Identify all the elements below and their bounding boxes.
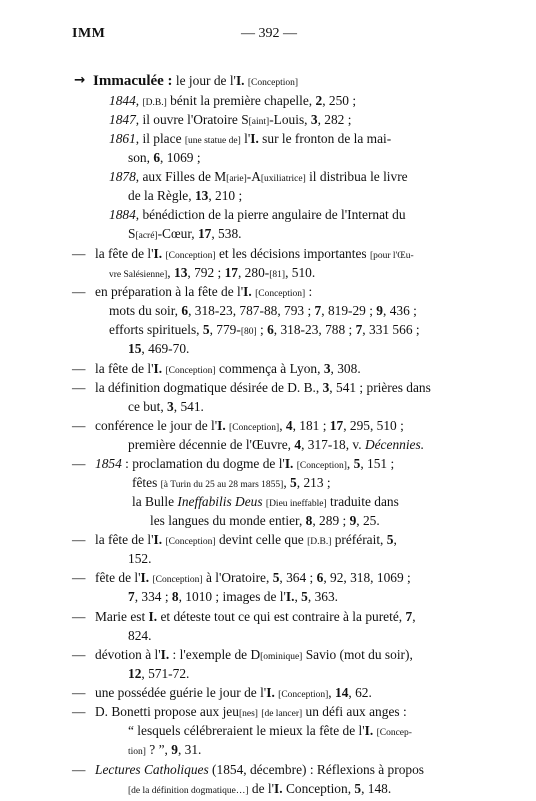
- text-run: , aux Filles de M: [135, 169, 227, 184]
- text-run: efforts spirituels,: [109, 322, 203, 337]
- volume-number: 9: [171, 742, 178, 757]
- editorial-bracket: [Concep-: [376, 728, 412, 738]
- text-run: , 151 ;: [360, 456, 395, 471]
- volume-number: 17: [224, 265, 238, 280]
- text-run: , 213 ;: [296, 475, 331, 490]
- text-run: , 295, 510 ;: [343, 418, 404, 433]
- volume-number: 5: [290, 475, 297, 490]
- text-run: ;: [256, 322, 268, 337]
- italic-run: 1878: [109, 169, 136, 184]
- volume-number: 6: [153, 150, 161, 165]
- volume-number: 3: [310, 112, 318, 127]
- arrow-right-icon: →: [74, 73, 86, 88]
- text-run: :: [305, 284, 313, 299]
- italic-run: Lectures Catholiques: [95, 762, 209, 777]
- text-run: sur le fronton de la mai-: [258, 131, 392, 146]
- text-run: , bénédiction de la pierre angulaire de l'Internat du: [135, 207, 406, 222]
- text-run: , 250 ;: [322, 93, 357, 108]
- text-run: S: [128, 226, 136, 241]
- editorial-bracket: [aint]: [248, 117, 270, 127]
- text-run: “ lesquels célébreraient le mieux la fête de l': [128, 723, 365, 738]
- text-run: la fête de l': [95, 532, 154, 547]
- volume-number: 7: [355, 322, 363, 337]
- text-run: , 541 ; prières dans: [329, 380, 431, 395]
- text-run: , 469-70.: [141, 341, 190, 356]
- editorial-bracket: [Conception]: [296, 461, 347, 471]
- index-line-text: [128, 740, 201, 762]
- volume-number: 5: [353, 456, 361, 471]
- text-run: ,: [279, 418, 286, 433]
- volume-number: I.: [217, 418, 226, 433]
- volume-number: I.: [140, 570, 150, 585]
- text-run: -Cœur,: [157, 226, 198, 241]
- text-run: en préparation à la fête de l': [95, 284, 244, 299]
- index-line-text: [95, 760, 424, 779]
- volume-number: I.: [235, 73, 245, 88]
- index-line-text: [109, 301, 417, 320]
- text-run: première décennie de l'Œuvre,: [128, 437, 295, 452]
- index-line-text: [128, 224, 242, 246]
- text-run: , il place: [135, 131, 185, 146]
- text-run: -A: [246, 169, 261, 184]
- subentry-dash: —: [72, 246, 86, 261]
- text-run: , 210 ;: [208, 188, 243, 203]
- text-run: : l'exemple de D: [169, 647, 261, 662]
- volume-number: I.: [266, 685, 275, 700]
- volume-number: I.: [250, 131, 259, 146]
- text-run: , 364 ;: [279, 570, 317, 585]
- editorial-bracket: [arie]: [226, 174, 247, 184]
- text-run: à l'Oratoire,: [202, 570, 273, 585]
- editorial-bracket: [à Turin du 25 au 28 mars 1855]: [160, 480, 284, 490]
- editorial-bracket: [Conception]: [165, 366, 216, 376]
- volume-number: 8: [171, 589, 179, 604]
- page-number: — 392 —: [241, 26, 297, 41]
- volume-number: 5: [386, 532, 394, 547]
- text-run: , 792 ;: [187, 265, 225, 280]
- text-run: D. Bonetti propose aux jeu: [95, 704, 239, 719]
- subentry-dash: —: [72, 704, 86, 719]
- index-line-text: [128, 664, 189, 683]
- text-run: la définition dogmatique désirée de D. B.,: [95, 380, 323, 395]
- volume-number: 13: [174, 265, 188, 280]
- editorial-bracket: tion]: [128, 747, 146, 757]
- editorial-bracket: [pour l'Œu-: [369, 251, 414, 261]
- volume-number: 12: [128, 666, 142, 681]
- text-run: 152.: [128, 551, 152, 566]
- editorial-bracket: [Conception]: [152, 575, 203, 585]
- text-run: préférait,: [331, 532, 387, 547]
- volume-number: 17: [197, 226, 212, 241]
- text-run: , 819-29 ;: [321, 303, 377, 318]
- volume-number: 5: [202, 322, 210, 337]
- text-run: , 436 ;: [383, 303, 417, 318]
- entry-headword: Immaculée :: [93, 73, 173, 89]
- text-run: , 181 ;: [292, 418, 330, 433]
- volume-number: 14: [335, 685, 349, 700]
- text-run: , 1069 ;: [160, 150, 201, 165]
- text-run: ,: [328, 685, 335, 700]
- index-line-text: [128, 779, 391, 801]
- text-run: , 571-72.: [141, 666, 190, 681]
- volume-number: 5: [301, 589, 308, 604]
- running-head-title: IMM: [72, 26, 106, 41]
- index-line-text: [150, 511, 380, 530]
- index-line-text: [95, 607, 416, 626]
- italic-run: 1854: [95, 456, 122, 471]
- text-run: et déteste tout ce qui est contraire à la pureté,: [157, 609, 406, 624]
- volume-number: 3: [322, 380, 330, 395]
- running-header: [72, 26, 466, 46]
- text-run: 824.: [128, 628, 152, 643]
- editorial-bracket: vre Salésienne]: [109, 270, 168, 280]
- subentry-dash: —: [72, 532, 86, 547]
- volume-number: I.: [243, 284, 252, 299]
- volume-number: I.: [153, 246, 163, 261]
- editorial-bracket: [Conception]: [278, 690, 329, 700]
- volume-number: 4: [285, 418, 293, 433]
- text-run: et les décisions importantes: [215, 246, 370, 261]
- editorial-bracket: [Conception]: [247, 78, 299, 88]
- editorial-bracket: [de la définition dogmatique…]: [128, 786, 249, 796]
- italic-run: Décennies.: [364, 437, 425, 452]
- text-run: , 62.: [348, 685, 372, 700]
- index-line-text: [95, 378, 431, 397]
- text-run: , 92, 318, 1069 ;: [323, 570, 411, 585]
- volume-number: I.: [364, 723, 374, 738]
- index-line-text: [109, 205, 406, 224]
- text-run: ,: [283, 475, 291, 490]
- text-run: Marie est: [95, 609, 149, 624]
- volume-number: I.: [274, 781, 283, 796]
- editorial-bracket: [Conception]: [165, 251, 216, 261]
- text-run: , 318-23, 788 ;: [273, 322, 356, 337]
- volume-number: 6: [181, 303, 189, 318]
- subentry-dash: —: [72, 609, 86, 624]
- text-run: , 779-: [209, 322, 241, 337]
- italic-run: 1844: [109, 93, 136, 108]
- subentry-dash: —: [72, 762, 86, 777]
- text-run: ,: [167, 265, 174, 280]
- index-line-text: [93, 71, 298, 93]
- text-run: conférence le jour de l': [95, 418, 218, 433]
- text-run: une possédée guérie le jour de l': [95, 685, 267, 700]
- text-run: de l': [248, 781, 275, 796]
- editorial-bracket: [D.B.]: [142, 98, 167, 108]
- text-run: , 148.: [361, 781, 392, 796]
- volume-number: 7: [405, 609, 413, 624]
- index-line-text: [128, 186, 242, 205]
- subentry-dash: —: [72, 361, 86, 376]
- text-run: son,: [128, 150, 154, 165]
- text-run: traduite dans: [326, 494, 399, 509]
- text-run: ,: [412, 609, 416, 624]
- text-run: , 541.: [173, 399, 204, 414]
- volume-number: 17: [329, 418, 344, 433]
- subentry-dash: —: [72, 685, 86, 700]
- text-run: ,: [346, 456, 354, 471]
- volume-number: 13: [194, 188, 209, 203]
- volume-number: 8: [305, 513, 313, 528]
- text-run: de la Règle,: [128, 188, 195, 203]
- editorial-bracket: [une statue de]: [184, 136, 241, 146]
- text-run: , 280-: [237, 265, 270, 280]
- volume-number: 6: [267, 322, 274, 337]
- text-run: , 363.: [307, 589, 339, 604]
- index-line-text: [128, 626, 151, 645]
- editorial-bracket: [80]: [240, 327, 257, 337]
- text-run: devint celle que: [215, 532, 308, 547]
- editorial-bracket: [ominique]: [260, 652, 303, 662]
- volume-number: 7: [314, 303, 322, 318]
- volume-number: 3: [323, 361, 331, 376]
- text-run: , 31.: [177, 742, 202, 757]
- text-run: l': [240, 131, 251, 146]
- index-line-text: [128, 587, 338, 606]
- text-run: la fête de l': [95, 361, 154, 376]
- text-run: un défi aux anges :: [302, 704, 407, 719]
- editorial-bracket: [Conception]: [255, 289, 306, 299]
- text-run: fête de l': [95, 570, 141, 585]
- text-run: , 289 ;: [312, 513, 350, 528]
- text-run: Savio (mot du soir),: [302, 647, 413, 662]
- editorial-bracket: [Conception]: [165, 537, 216, 547]
- text-run: -Louis,: [269, 112, 311, 127]
- text-run: , 25.: [356, 513, 380, 528]
- italic-run: 1861: [109, 131, 136, 146]
- volume-number: I.: [153, 361, 163, 376]
- text-run: le jour de l': [172, 73, 236, 88]
- volume-number: 5: [354, 781, 362, 796]
- text-run: , 318-23, 787-88, 793 ;: [188, 303, 315, 318]
- text-run: il distribua le livre: [305, 169, 408, 184]
- volume-number: 7: [128, 589, 135, 604]
- subentry-dash: —: [72, 570, 86, 585]
- text-run: la Bulle: [132, 494, 178, 509]
- text-run: ,: [294, 589, 302, 604]
- editorial-bracket: [acré]: [135, 231, 158, 241]
- text-run: , 331 566 ;: [362, 322, 420, 337]
- text-run: , 334 ;: [134, 589, 172, 604]
- index-line-text: [128, 397, 204, 416]
- editorial-bracket: [D.B.]: [307, 537, 332, 547]
- subentry-dash: —: [72, 456, 86, 471]
- editorial-bracket: [Dieu ineffable]: [265, 499, 327, 509]
- text-run: , 1010 ; images de l': [178, 589, 286, 604]
- text-run: : proclamation du dogme de l': [121, 456, 285, 471]
- text-run: (1854, décembre) : Réflexions à propos: [208, 762, 425, 777]
- text-run: Conception,: [282, 781, 355, 796]
- volume-number: I.: [153, 532, 163, 547]
- text-run: fêtes: [132, 475, 161, 490]
- text-run: ,: [393, 532, 397, 547]
- text-run: bénit la première chapelle,: [166, 93, 316, 108]
- text-run: , 282 ;: [317, 112, 352, 127]
- text-run: ce but,: [128, 399, 168, 414]
- volume-number: 2: [315, 93, 323, 108]
- subentry-dash: —: [72, 418, 86, 433]
- subentry-dash: —: [72, 284, 86, 299]
- index-line-text: [128, 339, 189, 358]
- volume-number: 3: [167, 399, 174, 414]
- volume-number: 5: [272, 570, 280, 585]
- text-run: , 510.: [285, 265, 316, 280]
- volume-number: I.: [160, 647, 170, 662]
- text-run: , 308.: [330, 361, 361, 376]
- text-run: dévotion à l': [95, 647, 161, 662]
- text-run: , il ouvre l'Oratoire S: [135, 112, 249, 127]
- volume-number: I.: [285, 589, 295, 604]
- editorial-bracket: [Conception]: [229, 423, 280, 433]
- volume-number: I.: [148, 609, 158, 624]
- italic-run: 1847: [109, 112, 136, 127]
- subentry-dash: —: [72, 380, 86, 395]
- subentry-dash: —: [72, 647, 86, 662]
- text-run: , 538.: [211, 226, 242, 241]
- volume-number: 4: [294, 437, 302, 452]
- index-line-text: [128, 549, 151, 568]
- volume-number: 9: [349, 513, 357, 528]
- text-run: ? ”,: [145, 742, 172, 757]
- editorial-bracket: [uxiliatrice]: [260, 174, 306, 184]
- volume-number: 9: [376, 303, 383, 318]
- text-run: , 317-18, v.: [301, 437, 365, 452]
- volume-number: 15: [128, 341, 142, 356]
- italic-run: Ineffabilis Deus: [177, 494, 263, 509]
- volume-number: 6: [316, 570, 324, 585]
- editorial-bracket: [de lancer]: [261, 709, 303, 719]
- index-line-text: [128, 148, 201, 167]
- text-run: ,: [135, 93, 143, 108]
- index-line-text: [128, 435, 424, 454]
- text-run: mots du soir,: [109, 303, 182, 318]
- text-run: la fête de l': [95, 246, 154, 261]
- text-run: les langues du monde entier,: [150, 513, 306, 528]
- editorial-bracket: [81]: [269, 270, 286, 280]
- italic-run: 1884: [109, 207, 136, 222]
- editorial-bracket: [nes]: [238, 709, 258, 719]
- volume-number: I.: [284, 456, 294, 471]
- text-run: commença à Lyon,: [215, 361, 324, 376]
